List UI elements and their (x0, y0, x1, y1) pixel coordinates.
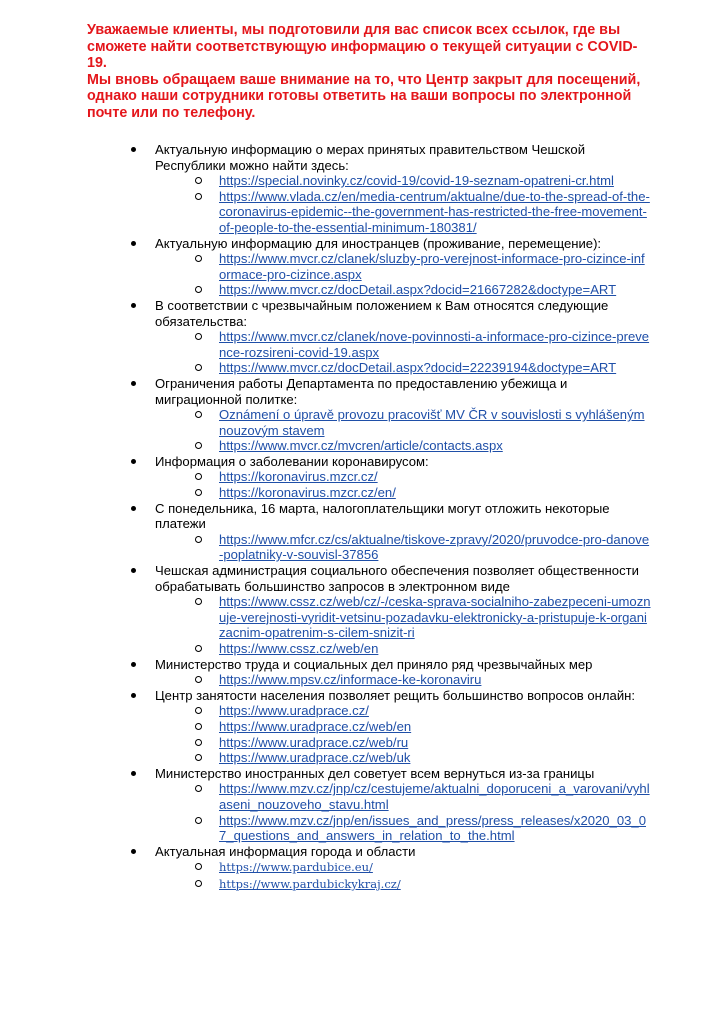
link-list (155, 407, 651, 454)
circle-bullet-icon (195, 863, 202, 870)
link-item (195, 469, 651, 485)
resource-link[interactable]: https://www.pardubickykraj.cz/ (219, 876, 401, 891)
resource-link[interactable]: https://www.uradprace.cz/web/ru (219, 734, 409, 750)
resource-link[interactable]: https://www.cssz.cz/web/en (219, 641, 379, 656)
resource-link[interactable]: https://www.mzv.cz/jnp/cz/cestujeme/aktualni_doporuceni_a_varovani/vyhlaseni_nouzoveho_stavu.html (219, 781, 650, 812)
link-item (195, 329, 651, 360)
list-item-text: Министерство труда и социальных дел приняло ряд чрезвычайных мер (155, 656, 593, 672)
circle-bullet-icon (195, 598, 202, 605)
bullet-icon (131, 771, 136, 776)
resource-link[interactable]: https://www.uradprace.cz/web/uk (219, 750, 411, 766)
link-list (155, 469, 651, 500)
link-list (155, 703, 651, 765)
link-list (155, 859, 651, 892)
list-item-text: Чешская администрация социального обеспечения позволяет общественности обрабатывать большинство запросов в электронном виде (155, 563, 639, 594)
list-item (131, 688, 651, 766)
resource-link[interactable]: https://www.mzv.cz/jnp/en/issues_and_press/press_releases/x2020_03_07_questions_and_answers_in_relation_to_the.html (219, 812, 646, 844)
circle-bullet-icon (195, 723, 202, 730)
link-item (195, 407, 651, 438)
resource-link[interactable]: https://www.mvcr.cz/docDetail.aspx?docid=21667282&doctype=ART (219, 282, 617, 298)
link-list (155, 532, 651, 563)
link-item (195, 641, 651, 657)
link-item (195, 735, 651, 751)
link-item (195, 173, 651, 189)
list-item-text: Актуальная информация города и области (155, 843, 416, 859)
resource-link[interactable]: https://www.mvcr.cz/mvcren/article/contacts.aspx (219, 438, 503, 454)
list-item (131, 236, 651, 298)
link-item (195, 251, 651, 282)
circle-bullet-icon (195, 645, 202, 652)
list-item (131, 454, 651, 501)
intro-notice (87, 22, 657, 122)
bullet-icon (131, 381, 136, 386)
link-list (155, 781, 651, 843)
resource-link[interactable]: https://www.pardubice.eu/ (219, 860, 373, 875)
link-item (195, 189, 651, 236)
link-item (195, 859, 651, 876)
link-list (155, 329, 651, 376)
bullet-icon (131, 303, 136, 308)
resource-link[interactable]: https://www.mpsv.cz/informace-ke-koronaviru (219, 672, 482, 688)
list-item (131, 376, 651, 454)
link-list (155, 251, 651, 298)
link-item (195, 360, 651, 376)
link-list (155, 672, 651, 688)
list-item (131, 844, 651, 893)
resource-link[interactable]: https://koronavirus.mzcr.cz/en/ (219, 485, 396, 501)
link-item (195, 703, 651, 719)
list-item (131, 298, 651, 376)
circle-bullet-icon (195, 286, 202, 293)
resource-link[interactable]: https://www.uradprace.cz/web/en (219, 718, 412, 734)
list-item-text: В соответствии с чрезвычайным положением к Вам относятся следующие обязательства: (155, 297, 609, 329)
link-item (195, 532, 651, 563)
resource-link[interactable]: Oznámení o úpravě provozu pracovišť MV ČR v souvislosti s vyhlášeným nouzovým stavem (219, 407, 645, 438)
list-item-text: Актуальную информацию для иностранцев (проживание, перемещение): (155, 235, 602, 251)
resource-link[interactable]: https://www.mvcr.cz/docDetail.aspx?docid=22239194&doctype=ART (219, 360, 617, 376)
list-item-text: Министерство иностранных дел советует всем вернуться из-за границы (155, 765, 595, 781)
bullet-icon (131, 693, 136, 698)
circle-bullet-icon (195, 489, 202, 496)
bullet-icon (131, 241, 136, 246)
circle-bullet-icon (195, 817, 202, 824)
resource-link[interactable]: https://special.novinky.cz/covid-19/covid-19-seznam-opatreni-cr.html (219, 173, 614, 189)
intro-line-2: Мы вновь обращаем ваше внимание на то, что Центр закрыт для посещений, однако наши сотрудники готовы ответить на ваши вопросы по электронной почте или по телефону. (87, 71, 641, 121)
circle-bullet-icon (195, 333, 202, 340)
bullet-icon (131, 506, 136, 511)
link-item (195, 719, 651, 735)
link-item (195, 282, 651, 298)
circle-bullet-icon (195, 880, 202, 887)
list-item (131, 142, 651, 236)
link-item (195, 594, 651, 641)
link-item (195, 485, 651, 501)
list-item-text: Центр занятости населения позволяет рещить большинство вопросов онлайн: (155, 687, 636, 703)
bullet-icon (131, 849, 136, 854)
list-item (131, 501, 651, 563)
bullet-icon (131, 147, 136, 152)
bullet-icon (131, 459, 136, 464)
link-item (195, 750, 651, 766)
list-item-text: С понедельника, 16 марта, налогоплательщики могут отложить некоторые платежи (155, 500, 610, 532)
list-item-text: Ограничения работы Департамента по предоставлению убежища и миграционной политке: (155, 375, 568, 407)
link-item (195, 876, 651, 893)
circle-bullet-icon (195, 193, 202, 200)
list-item-text: Информация о заболевании коронавирусом: (155, 453, 429, 469)
link-item (195, 813, 651, 844)
circle-bullet-icon (195, 411, 202, 418)
resource-list (131, 142, 651, 893)
circle-bullet-icon (195, 707, 202, 714)
list-item (131, 657, 651, 688)
link-item (195, 781, 651, 812)
resource-link[interactable]: https://www.cssz.cz/web/cz/-/ceska-sprava-socialniho-zabezpeceni-umoznuje-verejnosti-vyridit-vetsinu-pozadavku-elektronicky-a-pristupuje-k-organizacnim-opatrenim-s-cilem-snizit-ri (219, 594, 651, 641)
resource-link[interactable]: https://koronavirus.mzcr.cz/ (219, 469, 378, 485)
circle-bullet-icon (195, 536, 202, 543)
circle-bullet-icon (195, 754, 202, 761)
circle-bullet-icon (195, 739, 202, 746)
resource-link[interactable]: https://www.mvcr.cz/clanek/sluzby-pro-verejnost-informace-pro-cizince-informace-pro-cizince.aspx (219, 251, 645, 282)
link-item (195, 672, 651, 688)
bullet-icon (131, 568, 136, 573)
resource-link[interactable]: https://www.mfcr.cz/cs/aktualne/tiskove-zpravy/2020/pruvodce-pro-danove-poplatniky-v-souvisl-37856 (219, 531, 650, 563)
list-item (131, 563, 651, 657)
circle-bullet-icon (195, 785, 202, 792)
list-item (131, 766, 651, 844)
circle-bullet-icon (195, 442, 202, 449)
circle-bullet-icon (195, 676, 202, 683)
circle-bullet-icon (195, 177, 202, 184)
link-list (155, 594, 651, 656)
link-list (155, 173, 651, 235)
list-item-text: Актуальную информацию о мерах принятых правительством Чешской Республики можно найти здесь: (155, 142, 586, 173)
resource-link[interactable]: https://www.uradprace.cz/ (219, 703, 369, 719)
resource-link[interactable]: https://www.vlada.cz/en/media-centrum/aktualne/due-to-the-spread-of-the-coronavirus-epidemic--the-government-has-restricted-the-free-movement-of-people-to-the-essential-minimum-180381/ (219, 188, 650, 235)
circle-bullet-icon (195, 255, 202, 262)
circle-bullet-icon (195, 364, 202, 371)
link-item (195, 438, 651, 454)
bullet-icon (131, 662, 136, 667)
resource-link[interactable]: https://www.mvcr.cz/clanek/nove-povinnosti-a-informace-pro-cizince-prevence-rozsireni-covid-19.aspx (219, 329, 650, 360)
circle-bullet-icon (195, 473, 202, 480)
intro-line-1: Уважаемые клиенты, мы подготовили для вас список всех ссылок, где вы сможете найти соответствующую информацию о текущей ситуации с COVID-19. (87, 22, 638, 72)
